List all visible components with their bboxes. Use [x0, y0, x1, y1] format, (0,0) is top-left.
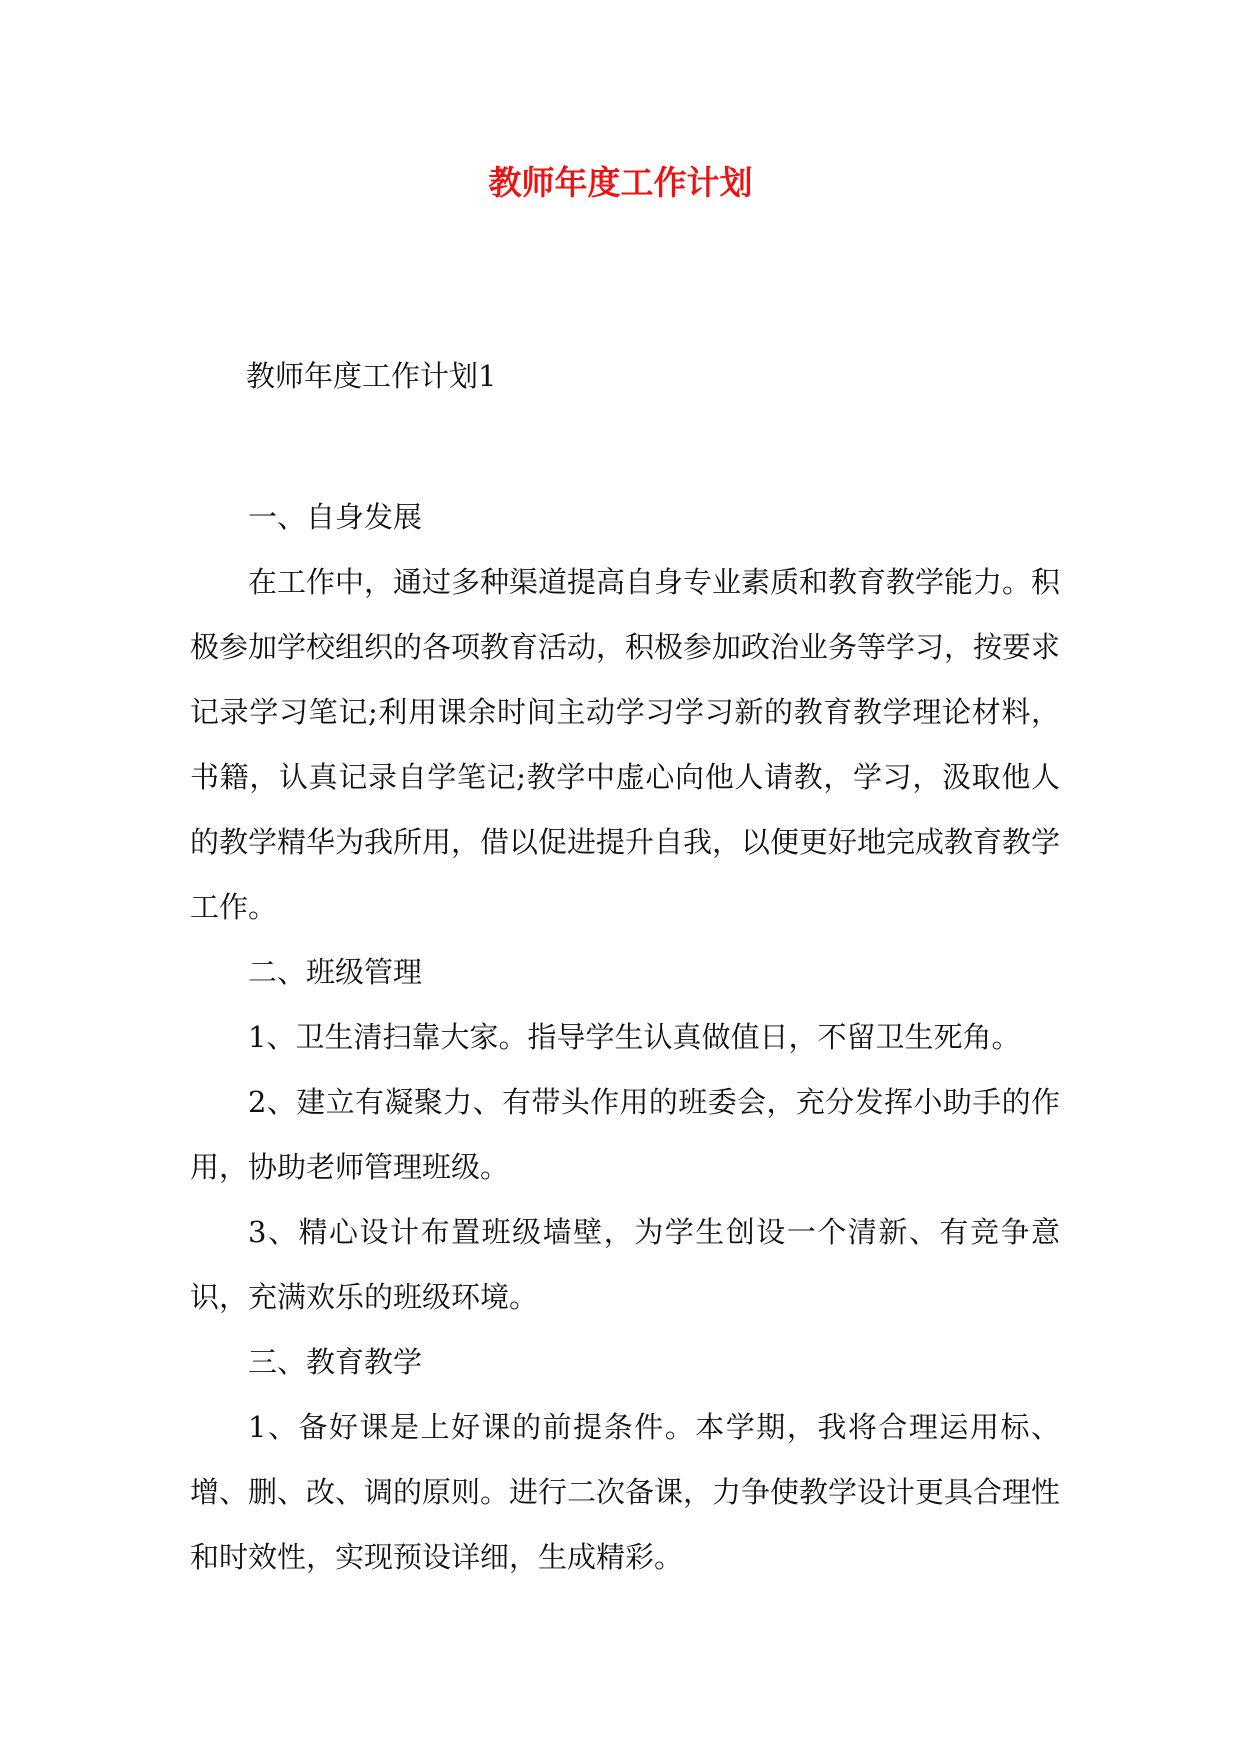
- paragraph-self-development: 在工作中，通过多种渠道提高自身专业素质和教育教学能力。积极参加学校组织的各项教育活动，积极参加政治业务等学习，按要求记录学习笔记;利用课余时间主动学习学习新的教育教学理论材料，书籍，认真记录自学笔记;教学中虚心向他人请教，学习，汲取他人的教学精华为我所用，借以促进提升自我，以便更好地完成教育教学工作。: [190, 565, 1061, 924]
- heading-class-management: 二、班级管理: [248, 955, 423, 989]
- section-subtitle: 教师年度工作计划1: [246, 359, 497, 393]
- paragraph-class-committee: 2、建立有凝聚力、有带头作用的班委会，充分发挥小助手的作用，协助老师管理班级。: [190, 1085, 1060, 1184]
- document-body: [190, 485, 1060, 1590]
- heading-self-development: 一、自身发展: [248, 500, 423, 534]
- heading-teaching: 三、教育教学: [248, 1345, 423, 1379]
- paragraph-hygiene: 1、卫生清扫靠大家。指导学生认真做值日，不留卫生死角。: [248, 1020, 1021, 1054]
- document-title: 教师年度工作计划: [488, 163, 753, 202]
- paragraph-class-wall: 3、精心设计布置班级墙壁，为学生创设一个清新、有竞争意识，充满欢乐的班级环境。: [190, 1215, 1060, 1314]
- paragraph-lesson-prep: 1、备好课是上好课的前提条件。本学期，我将合理运用标、增、删、改、调的原则。进行二次备课，力争使教学设计更具合理性和时效性，实现预设详细，生成精彩。: [190, 1410, 1061, 1574]
